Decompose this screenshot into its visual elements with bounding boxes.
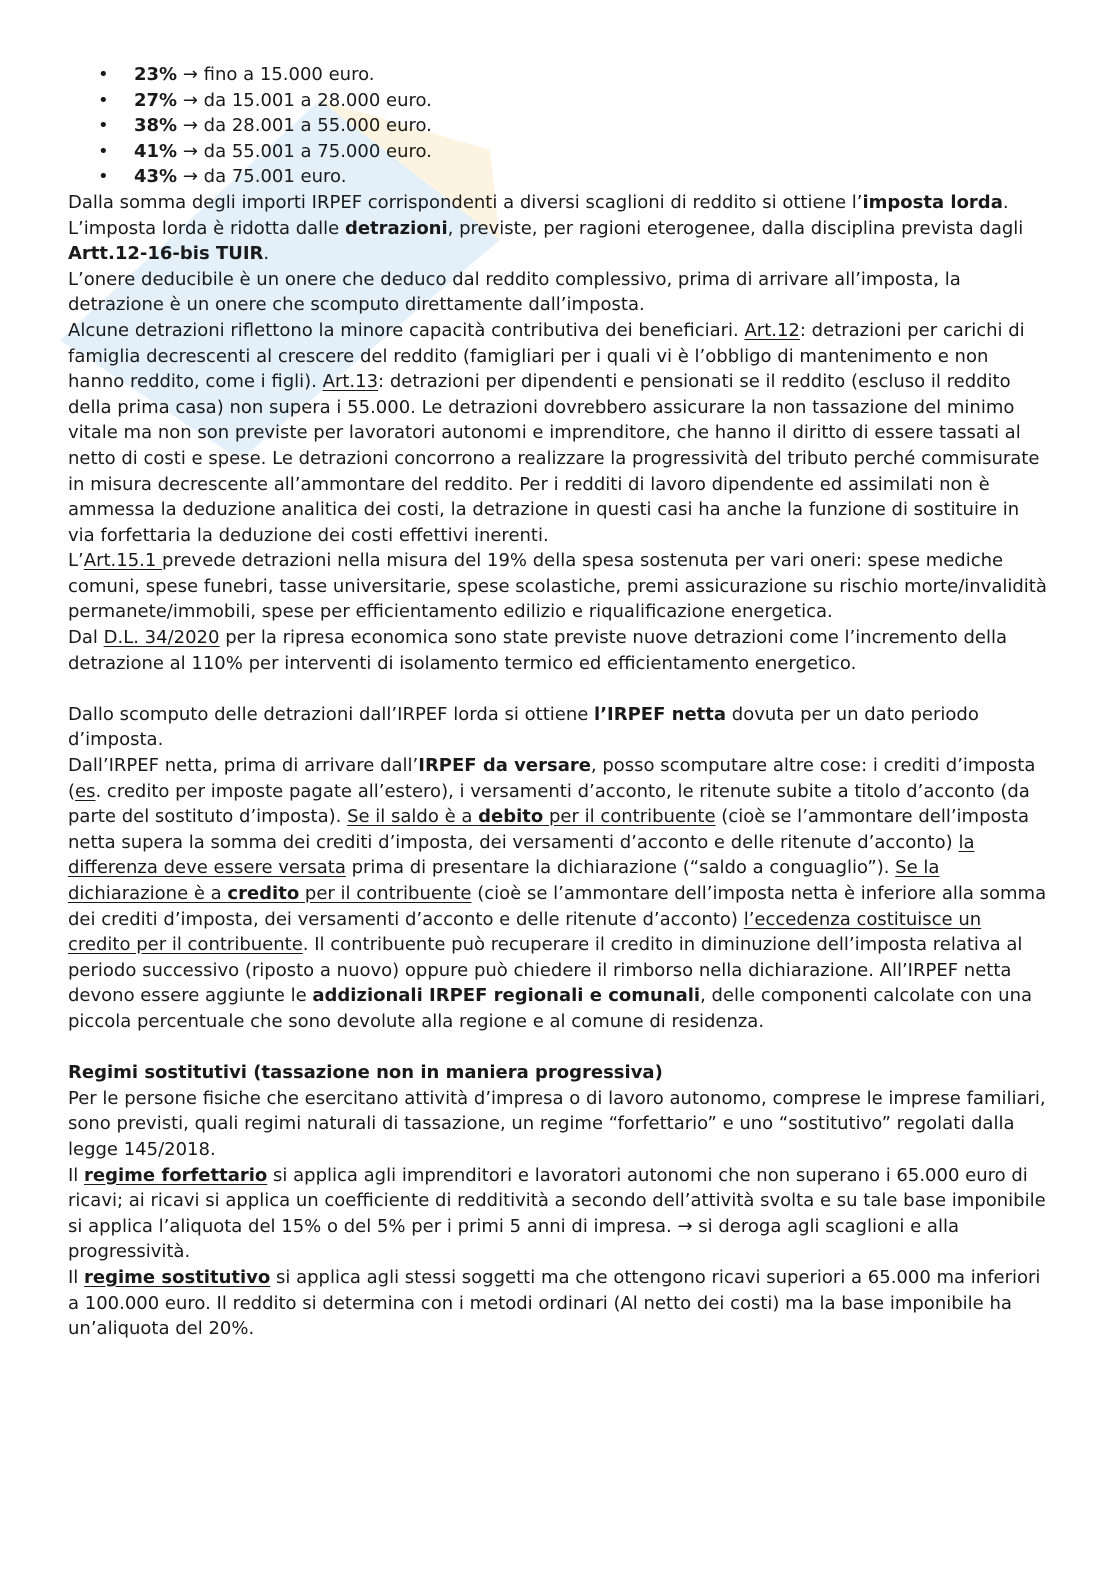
paragraph-dl-34-2020: Dal D.L. 34/2020 per la ripresa economica sono state previste nuove detrazioni come l’incremento della detrazione al 110% per interventi di isolamento termico ed efficientamento energetico. xyxy=(68,627,1007,674)
bracket-range: da 75.001 euro. xyxy=(203,166,347,188)
list-item xyxy=(68,62,1048,88)
paragraph-detrazioni: Alcune detrazioni riflettono la minore capacità contributiva dei beneficiari. Art.12: detrazioni per carichi di famiglia decrescenti al crescere del reddito (famigliari per i quali vi è l’obbligo di mantenimento e non hanno reddito, come i figli). Art.13: detrazioni per dipendenti e pensionati se il reddito (escluso il reddito della prima casa) non supera i 55.000. Le detrazioni dovrebbero assicurare la non tassazione del minimo vitale ma non son previste per lavoratori autonomi e imprenditore, che hanno il diritto di essere tassati al netto di costi e spese. Le detrazioni concorrono a realizzare la progressività del tributo perché commisurate in misura decrescente all’ammontare del reddito. Per i redditi di lavoro dipendente ed assimilati non è ammessa la deduzione analitica dei costi, la detrazione in questi casi ha anche la funzione di sostituire in via forfettaria la deduzione dei costi effettivi inerenti. xyxy=(68,319,1040,546)
bullet-icon: • xyxy=(98,115,109,137)
paragraph-regimi-intro: Per le persone fisiche che esercitano attività d’impresa o di lavoro autonomo, comprese le imprese familiari, sono previsti, quali regimi naturali di tassazione, un regime “forfettario” e uno “sostitutivo” regolati dalla legge 145/2018. xyxy=(68,1087,1046,1160)
paragraph-regime-forfettario: Il regime forfettario si applica agli imprenditori e lavoratori autonomi che non superano i 65.000 euro di ricavi; ai ricavi si applica un coefficiente di redditività a secondo dell’attività svolta e su tale base imponibile si applica l’aliquota del 15% o del 5% per i primi 5 anni di impresa. → si deroga agli scaglioni e alla progressività. xyxy=(68,1164,1046,1263)
bracket-rate: 41% xyxy=(134,140,178,162)
paragraph-onere-deducibile: L’onere deducibile è un onere che deduco dal reddito complessivo, prima di arrivare all’imposta, la detrazione è un onere che scomputo direttamente dall’imposta. xyxy=(68,268,961,316)
bracket-range: da 55.001 a 75.000 euro. xyxy=(203,140,432,162)
list-item xyxy=(68,88,1048,114)
arrow-icon: → xyxy=(182,64,198,85)
arrow-icon: → xyxy=(182,89,198,111)
bracket-range: da 15.001 a 28.000 euro. xyxy=(203,89,432,111)
bracket-range: fino a 15.000 euro. xyxy=(203,64,375,85)
paragraph-irpef-netta: Dallo scomputo delle detrazioni dall’IRPEF lorda si ottiene l’IRPEF netta dovuta per un dato periodo d’imposta. xyxy=(68,703,979,751)
tax-brackets-list xyxy=(68,62,1048,190)
bracket-rate: 23% xyxy=(134,64,178,85)
list-item xyxy=(68,164,1048,190)
paragraph-irpef-da-versare: Dall’IRPEF netta, prima di arrivare dall’IRPEF da versare, posso scomputare altre cose: i crediti d’imposta (es. credito per imposte pagate all’estero), i versamenti d’acconto, le ritenute subite a titolo d’acconto (da parte del sostituto d’imposta). Se il saldo è a debito per il contribuente (cioè se l’ammontare dell’imposta netta supera la somma dei crediti d’imposta, dei versamenti d’acconto e delle ritenute d’acconto) la differenza deve essere versata prima di presentare la dichiarazione (“saldo a conguaglio”). Se la dichiarazione è a credito per il contribuente (cioè se l’ammontare dell’imposta netta è inferiore alla somma dei crediti d’imposta, dei versamenti d’acconto e delle ritenute d’acconto) l’eccedenza costituisce un credito per il contribuente. Il contribuente può recuperare il credito in diminuzione dell’imposta relativa al periodo successivo (riposto a nuovo) oppure può chiedere il rimborso nella dichiarazione. All’IRPEF netta devono essere aggiunte le addizionali IRPEF regionali e comunali, delle componenti calcolate con una piccola percentuale che sono devolute alla regione e al comune di residenza. xyxy=(68,755,1047,1032)
arrow-icon: → xyxy=(182,166,198,188)
arrow-icon: → xyxy=(182,140,198,162)
bracket-rate: 38% xyxy=(134,115,178,137)
bracket-rate: 43% xyxy=(134,166,178,188)
paragraph-art-15: L’Art.15.1 prevede detrazioni nella misura del 19% della spesa sostenuta per vari oneri: spese mediche comuni, spese funebri, tasse universitarie, spese scolastiche, premi assicurazione su rischio morte/invalidità permanete/immobili, spese per efficientamento edilizio e riqualificazione energetica. xyxy=(68,550,1047,623)
bullet-icon: • xyxy=(98,166,109,188)
arrow-icon: → xyxy=(182,115,198,137)
arrow-icon: → xyxy=(677,1215,693,1237)
list-item xyxy=(68,113,1048,139)
bracket-range: da 28.001 a 55.000 euro. xyxy=(203,115,432,137)
bullet-icon: • xyxy=(98,140,109,162)
bullet-icon: • xyxy=(98,64,109,85)
list-item xyxy=(68,139,1048,165)
bracket-rate: 27% xyxy=(134,89,178,111)
bullet-icon: • xyxy=(98,89,109,111)
paragraph-imposta-lorda: Dalla somma degli importi IRPEF corrispondenti a diversi scaglioni di reddito si ottiene l’imposta lorda. L’imposta lorda è ridotta dalle detrazioni, previste, per ragioni eterogenee, dalla disciplina prevista dagli Artt.12-16-bis TUIR. xyxy=(68,191,1024,265)
document-page xyxy=(68,62,1048,1342)
section-heading: Regimi sostitutivi (tassazione non in maniera progressiva) xyxy=(68,1062,663,1084)
paragraph-regime-sostitutivo: Il regime sostitutivo si applica agli stessi soggetti ma che ottengono ricavi superiori a 65.000 ma inferiori a 100.000 euro. Il reddito si determina con i metodi ordinari (Al netto dei costi) ma la base imponibile ha un’aliquota del 20%. xyxy=(68,1266,1041,1340)
